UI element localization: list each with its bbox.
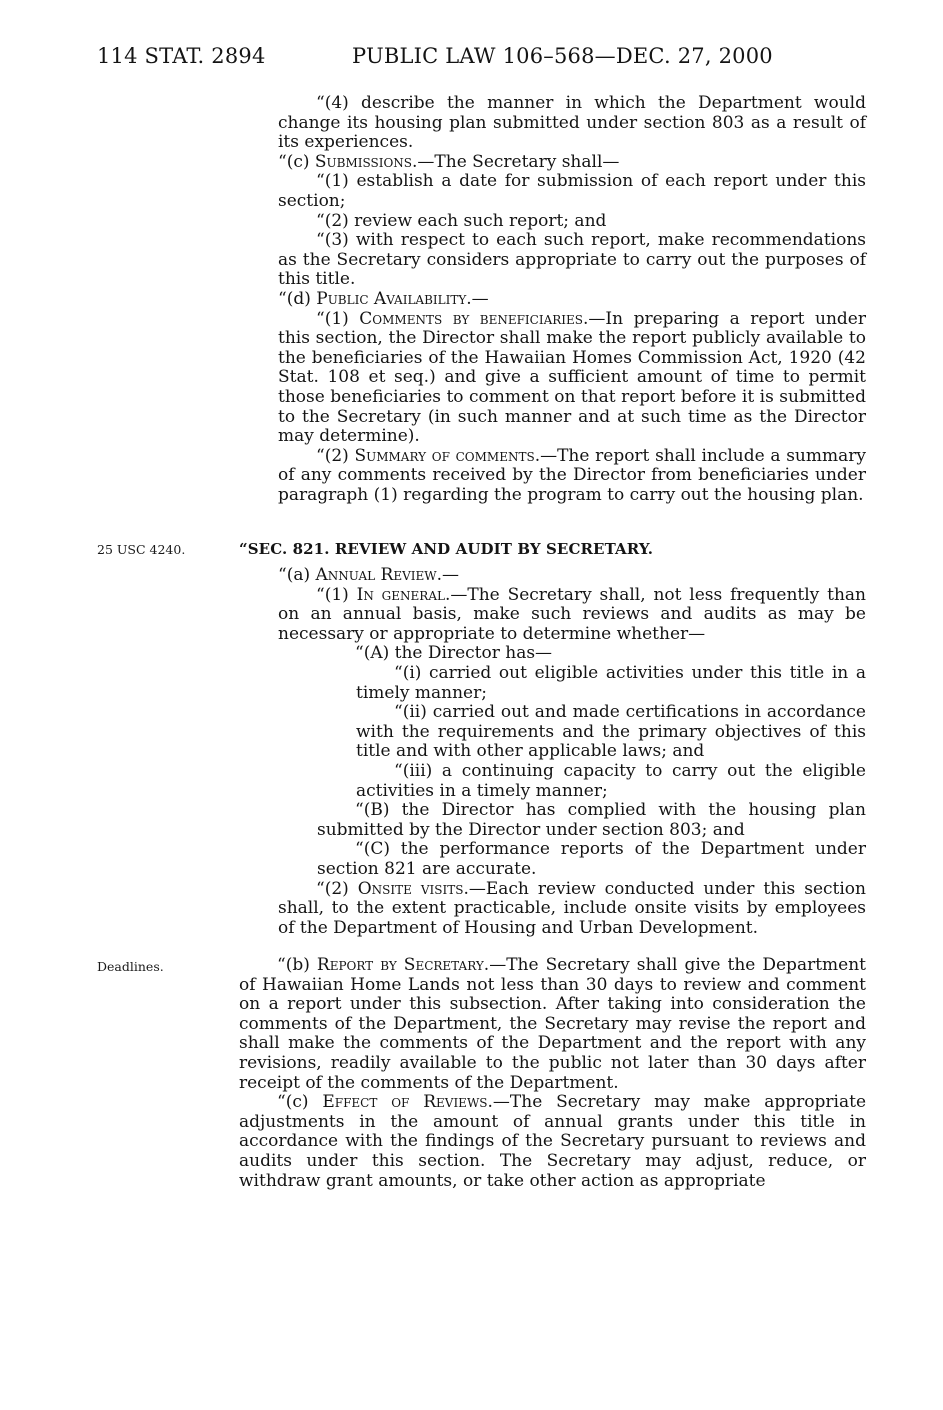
clause-C: “(C) the performance reports of the Department under section 821 are accurate.	[317, 839, 866, 879]
subsection-c-heading: “(c) Submissions.—The Secretary shall—	[278, 151, 620, 172]
paragraph-d1: “(1) Comments by beneficiaries.—In preparing a report under this section, the Director shall make the report publicly available to the beneficiaries of the Hawaiian Homes Commission Act, 1920 (42 Stat. 108 et seq.) and give a sufficient amount of time to permit those beneficiaries to comment on that report before it is submitted to the Secretary (in such manner and at such time as the Director may determine).	[278, 308, 866, 447]
paragraph-d2: “(2) Summary of comments.—The report shall include a summary of any comments received by the Director from beneficiaries under paragraph (1) regarding the program to carry out the housing plan.	[278, 445, 866, 505]
subsection-a-heading: “(a) Annual Review.—	[278, 565, 460, 585]
section-821-block	[278, 566, 866, 938]
clause-A: “(A) the Director has—	[355, 643, 553, 664]
clause-ii: “(ii) carried out and made certifications in accordance with the requirements and the primary objectives of this title and with other applicable laws; and	[356, 702, 866, 762]
subsection-d-heading: “(d) Public Availability.—	[278, 288, 489, 309]
clause-i: “(i) carried out eligible activities under this title in a timely manner;	[356, 662, 866, 703]
clause-iii: “(iii) a continuing capacity to carry out the eligible activities in a timely manner;	[356, 760, 866, 801]
subsections-b-c-block	[239, 956, 866, 1191]
page-header	[97, 44, 877, 74]
clause-B: “(B) the Director has complied with the housing plan submitted by the Director under section 803; and	[317, 800, 866, 840]
running-head: PUBLIC LAW 106–568—DEC. 27, 2000	[352, 44, 773, 68]
paragraph-c1: “(1) establish a date for submission of each report under this section;	[278, 171, 866, 211]
subsection-b: “(b) Report by Secretary.—The Secretary shall give the Department of Hawaiian Home Lands not less than 30 days to review and comment on a report under this subsection. After taking into consideration the comments of the Department, the Secretary may revise the report and shall make the comments of the Department and the report with any revisions, readily available to the public not later than 30 days after receipt of the comments of the Department.	[239, 955, 866, 1093]
deadlines-note: Deadlines.	[97, 959, 164, 974]
paragraph-4: “(4) describe the manner in which the Department would change its housing plan submitted under section 803 as a result of its experiences.	[278, 93, 866, 153]
usc-citation-note: 25 USC 4240.	[97, 542, 186, 557]
paragraph-c3: “(3) with respect to each such report, make recommendations as the Secretary considers appropriate to carry out the purposes of this title.	[278, 230, 866, 290]
paragraph-c2: “(2) review each such report; and	[316, 210, 607, 231]
continued-text-block	[278, 94, 866, 505]
stat-page-number: 114 STAT. 2894	[97, 44, 266, 68]
section-821-heading: “SEC. 821. REVIEW AND AUDIT BY SECRETARY.	[239, 540, 654, 558]
subsection-c: “(c) Effect of Reviews.—The Secretary may make appropriate adjustments in the amount of annual grants under this title in accordance with the findings of the Secretary pursuant to reviews and audits under this section. The Secretary may adjust, reduce, or withdraw grant amounts, or take other action as appropriate	[239, 1092, 867, 1191]
paragraph-a2: “(2) Onsite visits.—Each review conducted under this section shall, to the extent practicable, include onsite visits by employees of the Department of Housing and Urban Development.	[278, 878, 866, 938]
paragraph-a1: “(1) In general.—The Secretary shall, not less frequently than on an annual basis, make such reviews and audits as may be necessary or appropriate to determine whether—	[278, 584, 866, 644]
